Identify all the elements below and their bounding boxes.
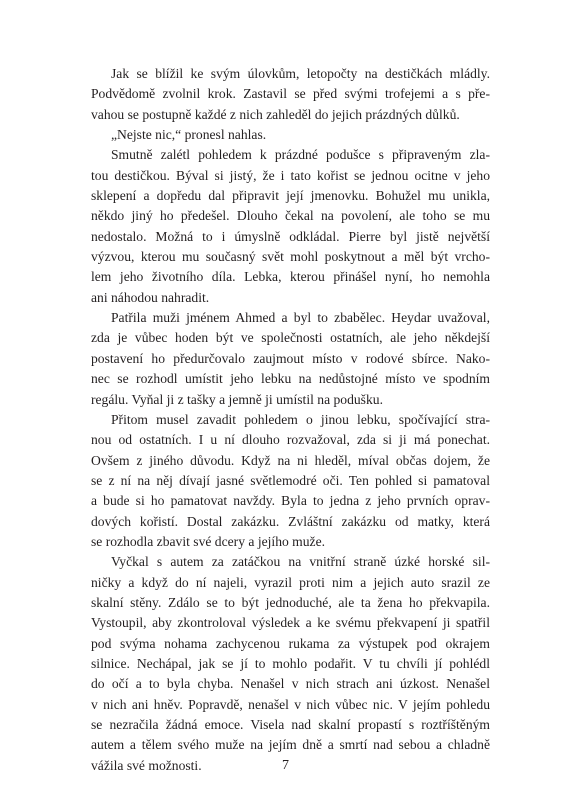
- text-line: lem jeho životního díla. Lebka, kterou přinášel nyní, ho nemohla: [91, 269, 490, 285]
- paragraph: [91, 145, 490, 308]
- text-line: Jak se blížil ke svým úlovkům, letopočty na destičkách mládly.: [111, 66, 490, 81]
- paragraph: [91, 125, 490, 145]
- page-body: [91, 64, 490, 776]
- text-line: autem a tělem svého muže na jejím dně a smrtí nad sebou a chladně: [91, 737, 490, 753]
- text-line: skalní stěny. Zdálo se to být jednoduché, ale ta žena ho překvapila.: [91, 594, 490, 610]
- text-line: regálu. Vyňal ji z tašky a jemně ji umístil na podušku.: [91, 391, 383, 407]
- text-line: ničky a když do ní najeli, vyrazil proti nim a jejich auto srazil ze: [91, 574, 490, 590]
- text-line: se nezračila žádná emoce. Visela nad skalní propastí s roztříštěným: [91, 717, 490, 732]
- paragraph: [91, 308, 490, 410]
- text-line: pod svýma nohama zachycenou rukama za výstupek pod okrajem: [91, 635, 490, 651]
- text-line: se rozhodla zbavit své dcery a jejího muže.: [91, 533, 326, 549]
- text-line: tou destičkou. Býval si jistý, že i tato kořist se jednou ocitne v jeho: [91, 167, 490, 183]
- text-line: Podvědomě zvolnil krok. Zastavil se před svými trofejemi a s pře-: [91, 86, 490, 102]
- text-line: a bude si ho pamatovat navždy. Byla to jedna z jeho prvních oprav-: [91, 493, 490, 509]
- text-line: někdo jiný ho předešel. Dlouho čekal na povolení, ale toho se mu: [91, 208, 490, 224]
- page-number: 7: [282, 758, 289, 773]
- text-line: Vystoupil, aby zkontroloval výsledek a ke svému překvapení ji spatřil: [91, 615, 490, 631]
- text-line: Smutně zalétl pohledem k prázdné podušce s připraveným zla-: [111, 147, 490, 163]
- text-line: vážila své možnosti.: [91, 757, 202, 773]
- text-line: vahou se postupně každé z nich zahleděl do jejich prázdných důlků.: [91, 106, 460, 122]
- text-line: Přitom musel zavadit pohledem o jinou lebku, spočívající stra-: [111, 411, 490, 427]
- paragraph: [91, 410, 490, 552]
- text-line: silnice. Nechápal, jak se jí to mohlo podařit. V tu chvíli jí pohlédl: [91, 655, 490, 671]
- text-line: nou od ostatních. I u ní dlouho rozvažoval, zda si ji má ponechat.: [91, 432, 490, 448]
- text-line: Patřila muži jménem Ahmed a byl to zbabělec. Heydar uvažoval,: [111, 310, 490, 326]
- text-line: výzvou, kterou mu současný svět mohl poskytnout a měl být vrcho-: [91, 249, 490, 265]
- text-line: sklepení a dopředu dal připravit její jmenovku. Bohužel mu unikla,: [91, 188, 490, 204]
- text-line: zda je vůbec hoden být ve společnosti ostatních, ale jeho někdejší: [91, 330, 490, 346]
- text-line: nec se rozhodl umístit jeho lebku na nedůstojné místo ve spodním: [91, 371, 490, 387]
- text-line: v nich ani hněv. Popravdě, nenašel v nich vůbec nic. V jejím pohledu: [91, 696, 490, 712]
- text-line: do očí a to byla chyba. Nenašel v nich strach ani úzkost. Nenašel: [91, 676, 490, 692]
- text-line: ani náhodou nahradit.: [91, 289, 210, 305]
- text-line: postavení ho předurčovalo zaujmout místo v rodové sbírce. Nako-: [91, 350, 490, 366]
- text-line: nedostalo. Možná to i úmyslně odkládal. Pierre byl jistě největší: [91, 228, 490, 244]
- paragraph: [91, 552, 490, 776]
- paragraph: [91, 64, 490, 125]
- text-line: „Nejste nic,“ pronesl nahlas.: [111, 127, 267, 143]
- text-line: dových kořistí. Dostal zakázku. Zvláštní zakázku od matky, která: [91, 513, 490, 529]
- text-line: se z ní na něj dívají jasné světlemodré oči. Ten pohled si pamatoval: [91, 472, 490, 488]
- text-line: Vyčkal s autem za zatáčkou na vnitřní straně úzké horské sil-: [111, 554, 490, 570]
- text-line: Ovšem z jiného důvodu. Když na ni hleděl, míval občas dojem, že: [91, 452, 490, 468]
